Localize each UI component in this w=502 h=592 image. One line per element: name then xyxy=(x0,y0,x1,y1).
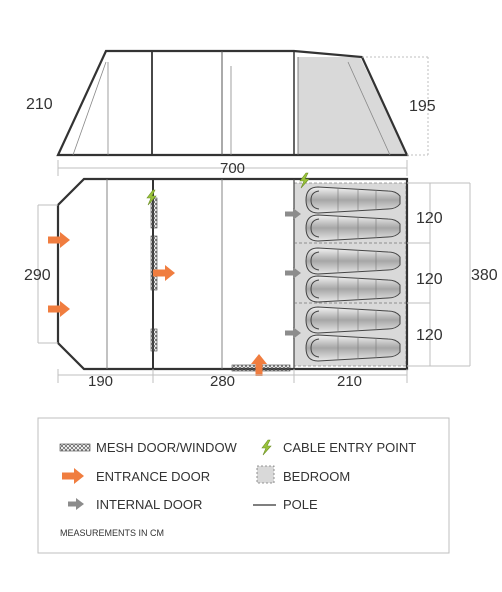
legend-units-label: MEASUREMENTS IN CM xyxy=(60,528,165,538)
legend xyxy=(38,418,449,553)
dim-total-length: 700 xyxy=(220,160,246,177)
mesh-icon xyxy=(60,444,90,451)
dim-bedroom-3: 120 xyxy=(416,327,443,344)
dim-side-height-rear: 195 xyxy=(409,98,436,115)
sleeping-bag-icon xyxy=(306,307,400,333)
side-elevation xyxy=(26,51,436,177)
side-panel-line xyxy=(73,62,106,155)
sleeping-bag-icon xyxy=(306,276,400,302)
sleeping-bag-icon xyxy=(306,248,400,274)
mesh-panel xyxy=(151,236,157,290)
legend-bedroom-label: BEDROOM xyxy=(283,469,351,484)
legend-entrance-label: ENTRANCE DOOR xyxy=(96,469,211,484)
dim-bedroom-1: 120 xyxy=(416,210,443,227)
dim-section-front: 190 xyxy=(88,373,114,390)
dim-total-width: 380 xyxy=(471,267,498,284)
sleeping-bag-icon xyxy=(306,187,400,213)
bedroom-swatch-icon xyxy=(257,466,274,483)
sleeping-bag-icon xyxy=(306,335,400,361)
dim-section-middle: 280 xyxy=(210,373,236,390)
dim-section-rear: 210 xyxy=(337,373,363,390)
dim-bedroom-2: 120 xyxy=(416,271,443,288)
legend-pole-label: POLE xyxy=(283,497,318,512)
dim-side-height-front: 210 xyxy=(26,96,53,113)
dim-width: 290 xyxy=(24,267,51,284)
floor-plan xyxy=(24,173,498,390)
legend-cable-label: CABLE ENTRY POINT xyxy=(283,440,417,455)
mesh-panel xyxy=(151,329,157,351)
legend-internal-label: INTERNAL DOOR xyxy=(96,497,203,512)
sleeping-bag-icon xyxy=(306,215,400,241)
legend-mesh-label: MESH DOOR/WINDOW xyxy=(96,440,237,455)
mesh-panel xyxy=(151,198,157,228)
